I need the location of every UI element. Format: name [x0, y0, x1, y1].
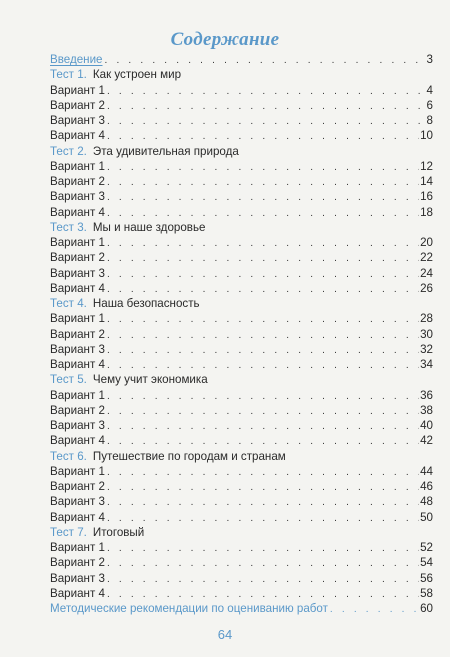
test-number: Тест 5.	[50, 373, 87, 387]
leader-dots	[107, 114, 426, 129]
test-heading[interactable]	[50, 449, 433, 464]
test-title: Как устроен мир	[92, 68, 182, 82]
toc-entry-label: Вариант 4	[50, 205, 105, 219]
toc-entry-variant[interactable]	[50, 342, 433, 357]
leader-dots	[107, 343, 419, 358]
test-number: Тест 1.	[50, 68, 87, 82]
test-title: Наша безопасность	[92, 297, 200, 310]
toc-entry-label: Вариант 2	[50, 403, 105, 417]
toc-entry-label: Вариант 1	[50, 388, 105, 402]
toc-page-number: 60	[420, 602, 433, 615]
toc-entry-label: Вариант 3	[50, 571, 105, 585]
toc-entry-variant[interactable]	[50, 250, 433, 265]
toc-entry-label: Вариант 3	[50, 495, 105, 509]
toc-page-number: 34	[420, 358, 433, 371]
toc-entry-label: Введение	[50, 53, 103, 66]
toc-entry-variant[interactable]	[50, 357, 433, 372]
leader-dots	[107, 175, 419, 190]
toc-page-number: 44	[420, 464, 433, 478]
toc-page-number: 12	[420, 159, 433, 173]
test-title: Чему учит экономика	[92, 373, 208, 387]
toc-entry-variant[interactable]	[50, 281, 433, 296]
toc-entry-variant[interactable]	[50, 311, 433, 326]
toc-page-number: 36	[420, 388, 433, 402]
leader-dots	[107, 251, 419, 266]
leader-dots	[107, 495, 419, 510]
toc-entry-variant[interactable]	[50, 174, 433, 189]
test-title: Итоговый	[92, 525, 145, 539]
test-number: Тест 3.	[50, 220, 87, 234]
toc-page-number: 3	[426, 53, 433, 66]
toc-page-number: 8	[426, 114, 433, 127]
test-number: Тест 6.	[50, 449, 87, 463]
test-heading[interactable]	[50, 220, 433, 235]
test-heading[interactable]	[50, 296, 433, 311]
toc-page-number: 48	[420, 495, 433, 509]
toc-entry-variant[interactable]	[50, 479, 433, 494]
toc-entry-variant[interactable]	[50, 235, 433, 250]
toc-entry-label: Вариант 3	[50, 342, 105, 356]
test-number: Тест 4.	[50, 297, 87, 310]
toc-page-number: 30	[420, 327, 433, 341]
toc-page-number: 10	[420, 129, 433, 143]
toc-entry-label: Вариант 2	[50, 327, 105, 341]
toc-entry-label: Методические рекомендации по оцениванию работ	[50, 602, 328, 615]
tests-list	[50, 67, 433, 601]
toc-entry-variant[interactable]	[50, 403, 433, 418]
toc-entry-label: Вариант 3	[50, 190, 105, 204]
leader-dots	[107, 129, 419, 144]
toc-entry-label: Вариант 1	[50, 541, 105, 554]
leader-dots	[105, 53, 426, 68]
toc-page-number: 52	[420, 541, 433, 554]
toc-entry-methodology[interactable]	[50, 601, 433, 616]
toc-entry-label: Вариант 2	[50, 251, 105, 265]
toc-entry-variant[interactable]	[50, 586, 433, 601]
leader-dots	[330, 602, 419, 617]
leader-dots	[107, 328, 419, 343]
toc-entry-variant[interactable]	[50, 98, 433, 113]
test-heading[interactable]	[50, 67, 433, 82]
leader-dots	[107, 480, 419, 495]
leader-dots	[107, 572, 419, 587]
leader-dots	[107, 312, 419, 327]
toc-page-number: 46	[420, 480, 433, 493]
leader-dots	[107, 434, 419, 449]
toc-page-number: 24	[420, 266, 433, 280]
leader-dots	[107, 206, 419, 221]
test-number: Тест 2.	[50, 144, 87, 158]
toc-entry-variant[interactable]	[50, 159, 433, 174]
toc-entry-label: Вариант 2	[50, 98, 105, 112]
leader-dots	[107, 99, 426, 114]
toc-page-number: 28	[420, 312, 433, 326]
toc-entry-variant[interactable]	[50, 540, 433, 555]
test-title: Путешествие по городам и странам	[92, 449, 286, 463]
toc-entry-label: Вариант 4	[50, 358, 105, 371]
toc-entry-variant[interactable]	[50, 388, 433, 403]
toc-entry-variant[interactable]	[50, 571, 433, 586]
toc-entry-variant[interactable]	[50, 189, 433, 204]
toc-page-number: 6	[426, 98, 433, 112]
test-heading[interactable]	[50, 144, 433, 159]
toc-entry-variant[interactable]	[50, 113, 433, 128]
toc-page-number: 18	[420, 205, 433, 219]
toc-entry-label: Вариант 1	[50, 83, 105, 97]
toc-entry-label: Вариант 3	[50, 114, 105, 127]
leader-dots	[107, 465, 419, 480]
page-title: Содержание	[170, 29, 280, 50]
toc-page-number: 56	[420, 571, 433, 585]
page-number: 64	[217, 627, 233, 642]
toc-page-number: 50	[420, 510, 433, 524]
toc-entry-variant[interactable]	[50, 433, 433, 448]
toc-entry-label: Вариант 1	[50, 464, 105, 478]
toc-entry-label: Вариант 1	[50, 236, 105, 249]
toc-entry-label: Вариант 3	[50, 266, 105, 280]
toc-entry-variant[interactable]	[50, 327, 433, 342]
toc-entry-label: Вариант 2	[50, 175, 105, 188]
toc-page-number: 32	[420, 342, 433, 356]
toc-entry-variant[interactable]	[50, 494, 433, 509]
toc-entry-variant[interactable]	[50, 205, 433, 220]
leader-dots	[107, 541, 419, 556]
test-heading[interactable]	[50, 372, 433, 387]
toc-entry-label: Вариант 3	[50, 419, 105, 432]
toc-entry-label: Вариант 4	[50, 281, 105, 295]
toc-page-number: 16	[420, 190, 433, 204]
leader-dots	[107, 389, 419, 404]
leader-dots	[107, 419, 419, 434]
toc-entry-variant[interactable]	[50, 418, 433, 433]
leader-dots	[107, 267, 419, 282]
table-of-contents	[50, 52, 433, 616]
leader-dots	[107, 282, 419, 297]
toc-page-number: 26	[420, 281, 433, 295]
toc-page-number: 20	[420, 236, 433, 249]
toc-entry-variant[interactable]	[50, 266, 433, 281]
toc-entry-intro[interactable]	[50, 52, 433, 67]
toc-page-number: 22	[420, 251, 433, 265]
toc-entry-label: Вариант 1	[50, 312, 105, 326]
leader-dots	[107, 587, 419, 602]
toc-page-number: 58	[420, 586, 433, 600]
leader-dots	[107, 84, 426, 99]
toc-entry-variant[interactable]	[50, 128, 433, 143]
leader-dots	[107, 236, 419, 251]
toc-page-number: 14	[420, 175, 433, 188]
leader-dots	[107, 160, 419, 175]
toc-entry-label: Вариант 2	[50, 480, 105, 493]
leader-dots	[107, 358, 419, 373]
test-heading[interactable]	[50, 525, 433, 540]
leader-dots	[107, 190, 419, 205]
toc-entry-label: Вариант 4	[50, 510, 105, 524]
leader-dots	[107, 511, 419, 526]
leader-dots	[107, 404, 419, 419]
toc-page-number: 38	[420, 403, 433, 417]
test-title: Мы и наше здоровье	[92, 220, 206, 234]
toc-entry-label: Вариант 4	[50, 586, 105, 600]
toc-page-number: 54	[420, 556, 433, 570]
toc-entry-label: Вариант 2	[50, 556, 105, 570]
test-number: Тест 7.	[50, 525, 87, 539]
toc-entry-label: Вариант 1	[50, 159, 105, 173]
toc-entry-variant[interactable]	[50, 83, 433, 98]
toc-page-number: 40	[420, 419, 433, 432]
test-title: Эта удивительная природа	[92, 144, 239, 158]
toc-entry-variant[interactable]	[50, 555, 433, 570]
toc-page-number: 42	[420, 434, 433, 448]
toc-entry-variant[interactable]	[50, 510, 433, 525]
toc-entry-label: Вариант 4	[50, 129, 105, 143]
toc-page-number: 4	[426, 83, 433, 97]
toc-entry-variant[interactable]	[50, 464, 433, 479]
toc-entry-label: Вариант 4	[50, 434, 105, 448]
leader-dots	[107, 556, 419, 571]
